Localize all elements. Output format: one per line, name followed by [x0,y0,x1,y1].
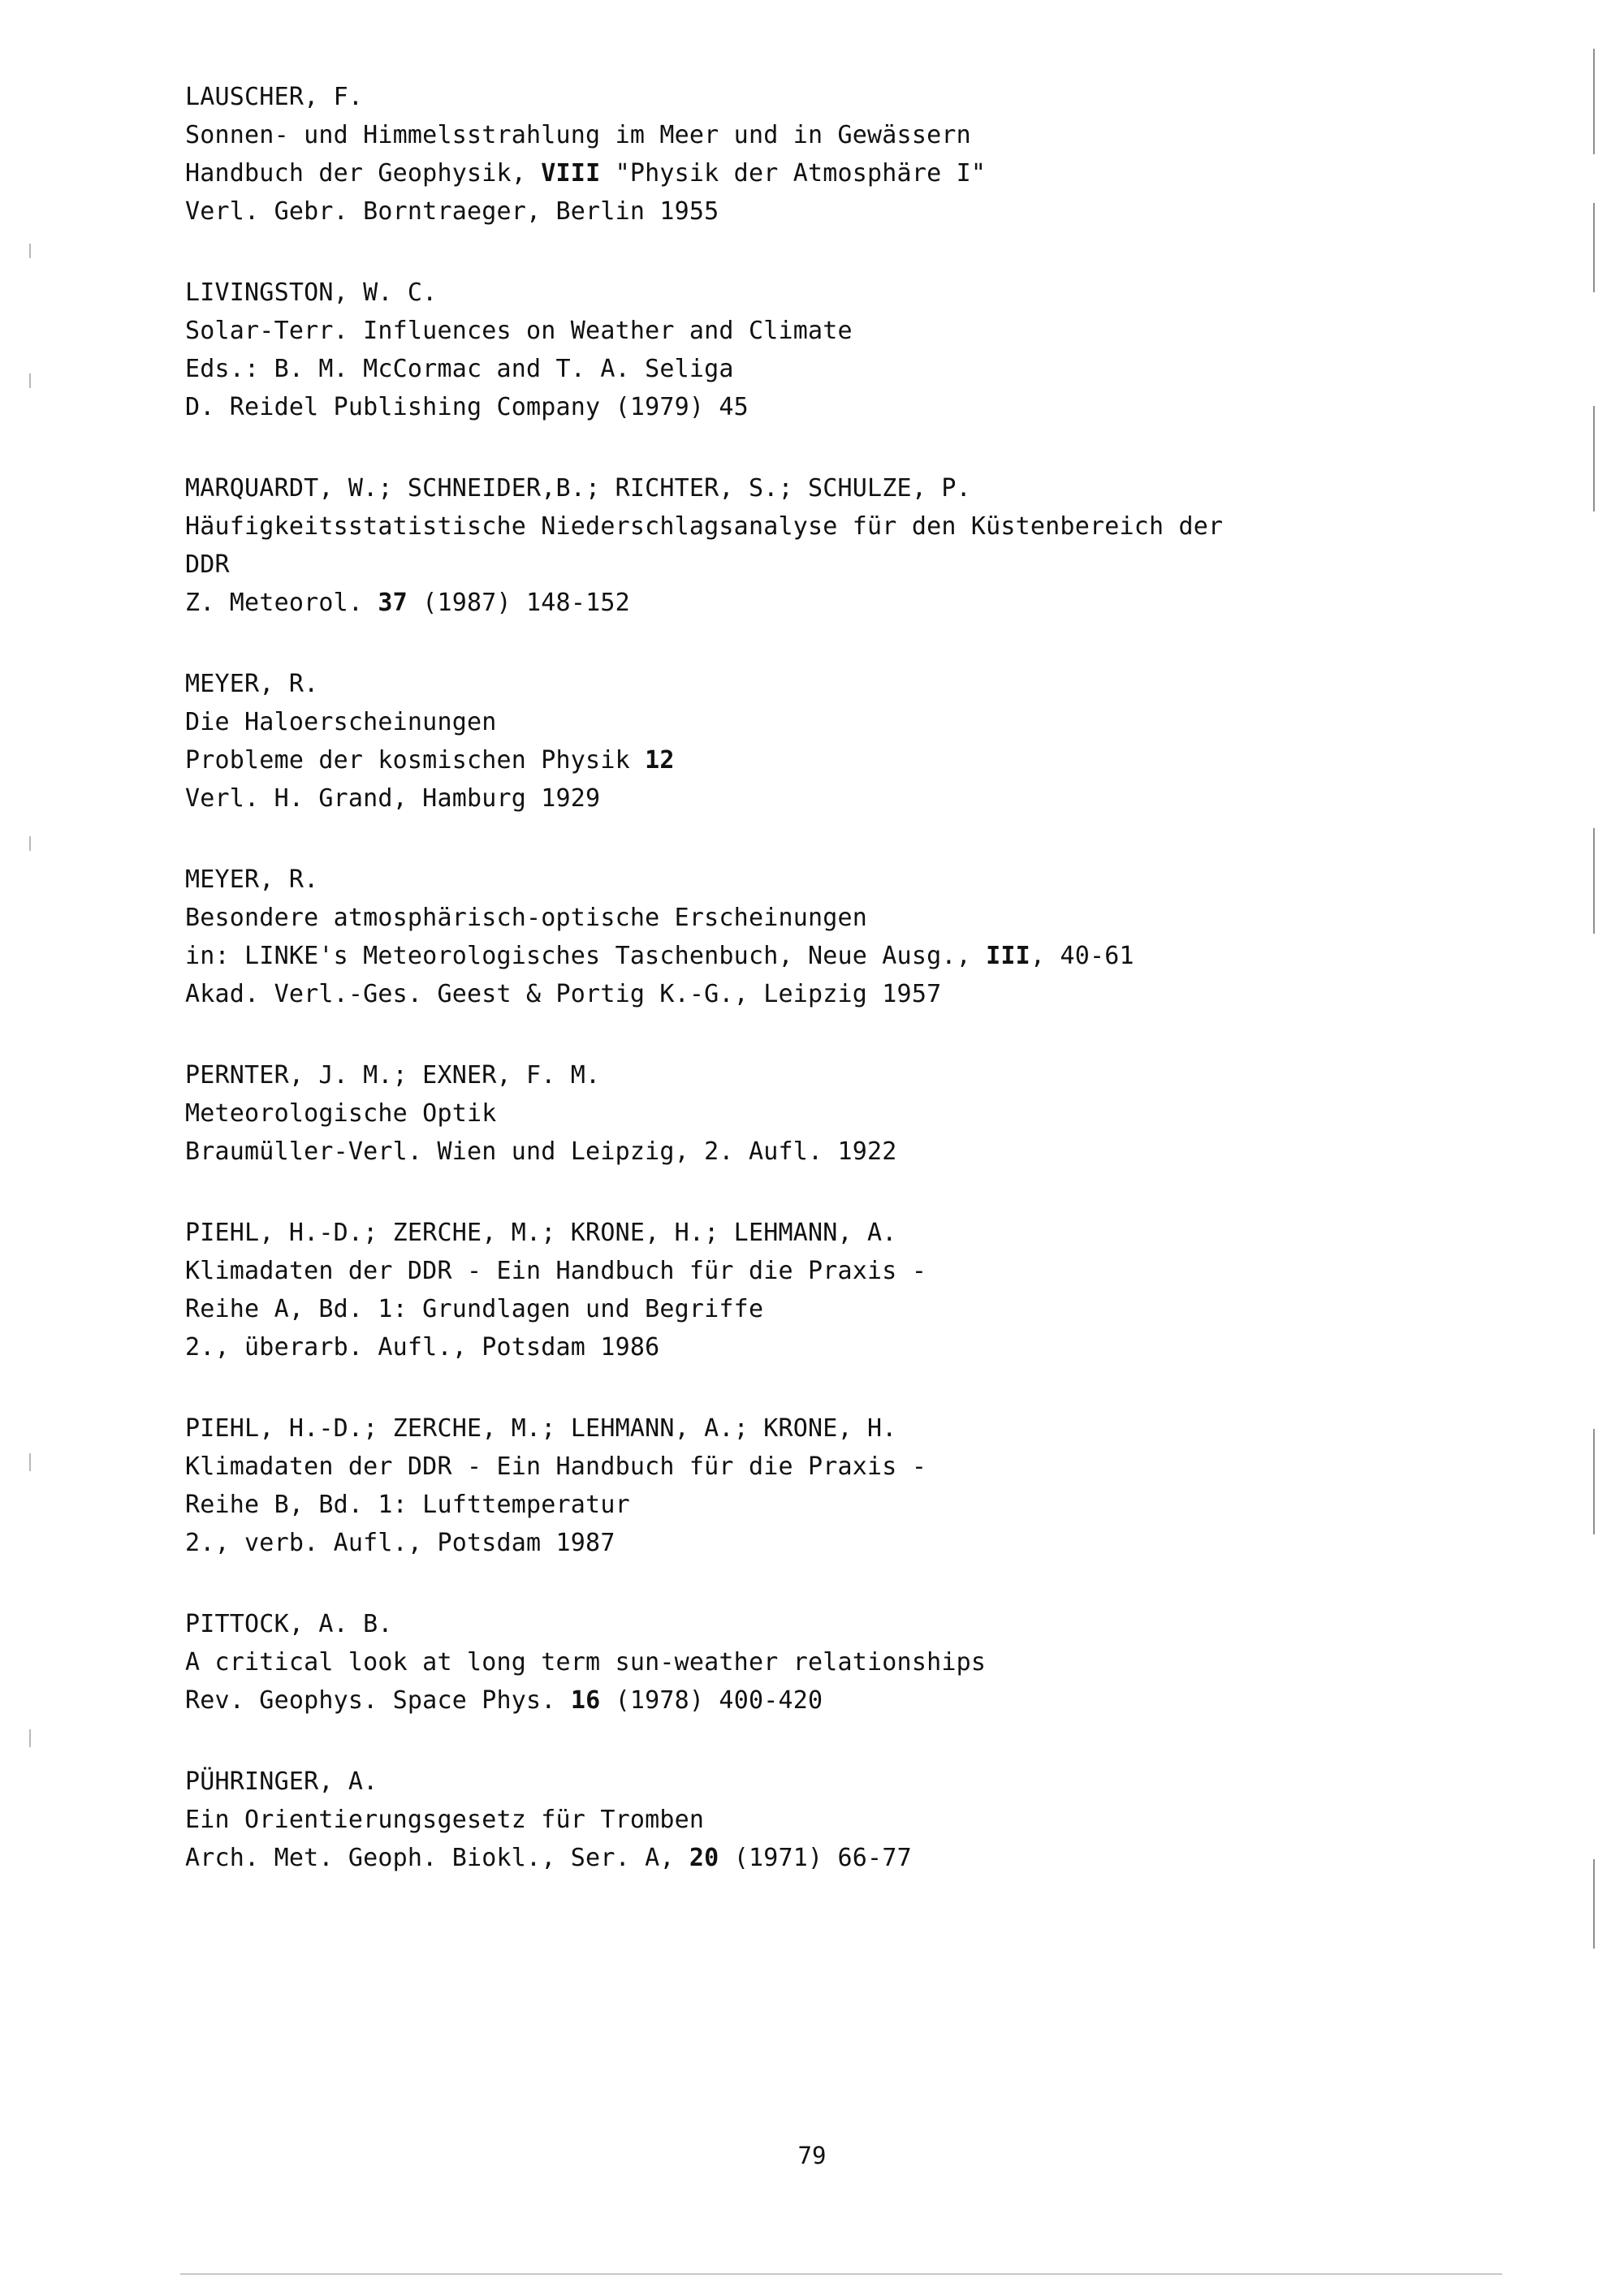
emphasis-text: 16 [570,1686,601,1715]
scan-artifact [29,836,31,851]
page-bottom-rule [180,2273,1502,2275]
bibliography-line [185,584,1436,622]
text-run: PIEHL, H.-D.; ZERCHE, M.; LEHMANN, A.; KRONE, H. [185,1414,897,1443]
bibliography-line [185,1056,1436,1094]
text-run: A critical look at long term sun-weather relationships [185,1648,987,1677]
bibliography-line [185,350,1436,388]
scan-artifact [1593,49,1595,154]
emphasis-text: VIII [541,159,601,188]
text-run: 2., überarb. Aufl., Potsdam 1986 [185,1333,660,1362]
emphasis-text: 37 [378,589,408,617]
bibliography-line [185,1328,1436,1366]
bibliography-line [185,779,1436,818]
emphasis-text: III [986,942,1030,970]
bibliography-line [185,1252,1436,1290]
bibliography-entry [185,1763,1436,1877]
text-run: MARQUARDT, W.; SCHNEIDER,B.; RICHTER, S.; SCHULZE, P. [185,474,971,503]
text-run: LIVINGSTON, W. C. [185,278,438,307]
bibliography-line [185,1763,1436,1801]
emphasis-text: 12 [645,746,675,775]
scan-artifact [1593,828,1595,934]
bibliography-line [185,116,1436,154]
text-run: Handbuch der Geophysik, [185,159,542,188]
text-run: Probleme der kosmischen Physik [185,746,646,775]
bibliography-line [185,703,1436,741]
bibliography-entry [185,861,1436,1013]
text-run: Klimadaten der DDR - Ein Handbuch für die Praxis - [185,1452,927,1481]
bibliography-line [185,388,1436,426]
text-run: Eds.: B. M. McCormac and T. A. Seliga [185,355,734,383]
bibliography-line [185,1094,1436,1133]
text-run: Klimadaten der DDR - Ein Handbuch für die Praxis - [185,1257,927,1285]
text-run: Reihe A, Bd. 1: Grundlagen und Begriffe [185,1295,764,1323]
bibliography-line [185,975,1436,1013]
scan-artifact [29,1729,31,1747]
scan-artifact [1593,1429,1595,1534]
scan-artifact [1593,1859,1595,1949]
bibliography-line [185,1643,1436,1681]
bibliography-entry [185,1056,1436,1171]
text-run: Rev. Geophys. Space Phys. [185,1686,571,1715]
bibliography-entry [185,1409,1436,1562]
bibliography-line [185,192,1436,231]
bibliography-entry [185,469,1436,622]
text-run: Solar-Terr. Influences on Weather and Climate [185,317,853,345]
text-run: Sonnen- und Himmelsstrahlung im Meer und in Gewässern [185,121,971,149]
text-run: , 40-61 [1030,942,1134,970]
scan-artifact [29,373,31,388]
bibliography-line [185,665,1436,703]
text-run: Die Haloerscheinungen [185,708,497,736]
scan-artifact [1593,406,1595,511]
scan-artifact [29,244,31,258]
bibliography-line [185,78,1436,116]
bibliography-entry [185,1605,1436,1720]
bibliography-line [185,1290,1436,1328]
text-run: Ein Orientierungsgesetz für Tromben [185,1806,705,1834]
scan-artifact [29,1453,31,1471]
text-run: Meteorologische Optik [185,1099,497,1128]
bibliography-line [185,507,1436,546]
text-run: PITTOCK, A. B. [185,1610,393,1638]
text-run: Z. Meteorol. [185,589,378,617]
text-run: Besondere atmosphärisch-optische Erscheinungen [185,904,868,932]
bibliography-line [185,1839,1436,1877]
bibliography-line [185,937,1436,975]
bibliography-line [185,1605,1436,1643]
text-run: MEYER, R. [185,865,319,894]
bibliography-line [185,1214,1436,1252]
text-run: (1987) 148-152 [407,589,630,617]
text-run: Verl. H. Grand, Hamburg 1929 [185,784,601,813]
bibliography-entry [185,78,1436,231]
text-run: Häufigkeitsstatistische Niederschlagsanalyse für den Küstenbereich der [185,512,1224,541]
text-run: PÜHRINGER, A. [185,1767,378,1796]
text-run: 2., verb. Aufl., Potsdam 1987 [185,1529,615,1557]
text-run: Reihe B, Bd. 1: Lufttemperatur [185,1491,630,1519]
bibliography-line [185,1486,1436,1524]
bibliography-list [185,78,1436,1920]
bibliography-line [185,1448,1436,1486]
bibliography-line [185,274,1436,312]
text-run: PERNTER, J. M.; EXNER, F. M. [185,1061,601,1090]
text-run: PIEHL, H.-D.; ZERCHE, M.; KRONE, H.; LEHMANN, A. [185,1219,897,1247]
bibliography-line [185,741,1436,779]
text-run: Braumüller-Verl. Wien und Leipzig, 2. Aufl. 1922 [185,1137,897,1166]
bibliography-entry [185,665,1436,818]
bibliography-entry [185,274,1436,426]
bibliography-line [185,469,1436,507]
bibliography-line [185,1681,1436,1720]
text-run: Akad. Verl.-Ges. Geest & Portig K.-G., Leipzig 1957 [185,980,942,1008]
bibliography-line [185,154,1436,192]
bibliography-line [185,546,1436,584]
scan-artifact [1593,203,1595,292]
text-run: "Physik der Atmosphäre I" [600,159,987,188]
text-run: Arch. Met. Geoph. Biokl., Ser. A, [185,1844,689,1872]
bibliography-line [185,861,1436,899]
text-run: DDR [185,550,230,579]
bibliography-line [185,312,1436,350]
bibliography-line [185,1524,1436,1562]
bibliography-entry [185,1214,1436,1366]
bibliography-line [185,1409,1436,1448]
text-run: LAUSCHER, F. [185,83,364,111]
page-number: 79 [797,2142,827,2169]
text-run: MEYER, R. [185,670,319,698]
text-run: D. Reidel Publishing Company (1979) 45 [185,393,749,421]
bibliography-line [185,1133,1436,1171]
text-run: (1971) 66-77 [719,1844,912,1872]
emphasis-text: 20 [689,1844,719,1872]
text-run: Verl. Gebr. Borntraeger, Berlin 1955 [185,197,719,226]
text-run: (1978) 400-420 [600,1686,823,1715]
bibliography-line [185,1801,1436,1839]
bibliography-line [185,899,1436,937]
text-run: in: LINKE's Meteorologisches Taschenbuch, Neue Ausg., [185,942,987,970]
